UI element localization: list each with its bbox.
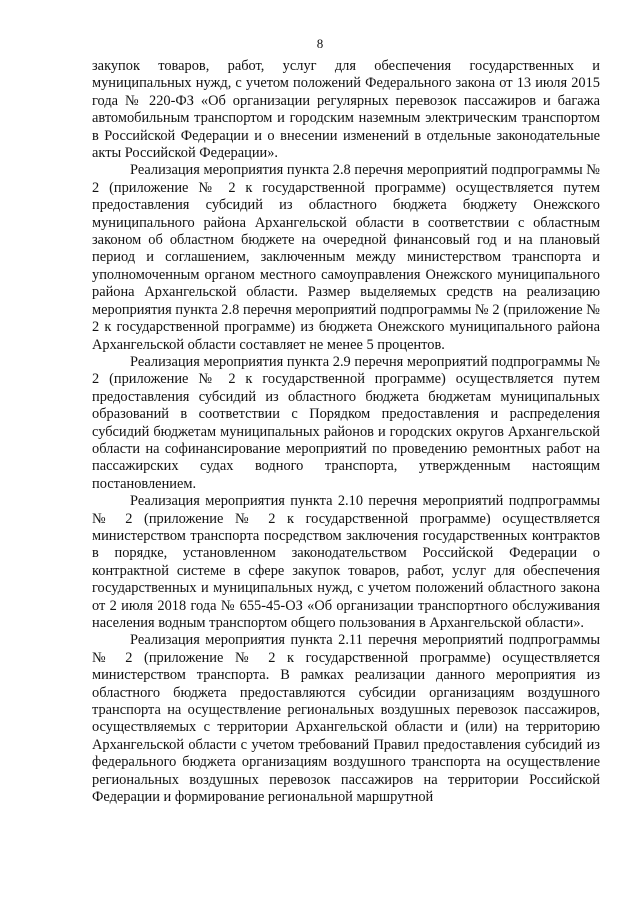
paragraph-item-2-8: Реализация мероприятия пункта 2.8 перечня мероприятий подпрограммы № 2 (приложение № 2 к государственной программе) осуществляется путем предоставления субсидий из областного бюджета бюджету Онежского муниципального района Архангельской области в соответствии с областным законом об областном бюджете на очередной финансовый год и на плановый период и соглашением, заключенным между министерством транспорта и уполномоченным органом местного самоуправления Онежского муниципального района Архангельской области. Размер выделяемых средств на реализацию мероприятия пункта 2.8 перечня мероприятий подпрограммы № 2 (приложение № 2 к государственной программе) из бюджета Онежского муниципального района Архангельской области составляет не менее 5 процентов. <box>92 162 600 353</box>
paragraph-item-2-9: Реализация мероприятия пункта 2.9 перечня мероприятий подпрограммы № 2 (приложение № 2 к государственной программе) осуществляется путем предоставления субсидий из областного бюджета бюджетам муниципальных образований в соответствии с Порядком предоставления и распределения субсидий бюджетам муниципальных районов и городских округов Архангельской области на софинансирование мероприятий по проведению ремонтных работ на пассажирских судах водного транспорта, утвержденным настоящим постановлением. <box>92 353 600 492</box>
body-text <box>92 58 600 806</box>
paragraph-continuation: закупок товаров, работ, услуг для обеспечения государственных и муниципальных нужд, с учетом положений Федерального закона от 13 июля 2015 года № 220-ФЗ «Об организации регулярных перевозок пассажиров и багажа автомобильным транспортом и городским наземным электрическим транспортом в Российской Федерации и о внесении изменений в отдельные законодательные акты Российской Федерации». <box>92 58 600 162</box>
paragraph-item-2-11: Реализация мероприятия пункта 2.11 перечня мероприятий подпрограммы № 2 (приложение № 2 к государственной программе) осуществляется министерством транспорта. В рамках реализации данного мероприятия из областного бюджета предоставляются субсидии организациям воздушного транспорта на осуществление региональных воздушных перевозок пассажиров, осуществляемых с территории Архангельской области и (или) на территорию Архангельской области с учетом требований Правил предоставления субсидий из федерального бюджета организациям воздушного транспорта на осуществление региональных воздушных перевозок пассажиров на территории Российской Федерации и формирование региональной маршрутной <box>92 632 600 806</box>
page-number: 8 <box>316 36 324 51</box>
paragraph-item-2-10: Реализация мероприятия пункта 2.10 перечня мероприятий подпрограммы № 2 (приложение № 2 к государственной программе) осуществляется министерством транспорта посредством заключения государственных контрактов в порядке, установленном законодательством Российской Федерации о контрактной системе в сфере закупок товаров, работ, услуг для обеспечения государственных и муниципальных нужд, с учетом положений областного закона от 2 июля 2018 года № 655-45-ОЗ «Об организации транспортного обслуживания населения водным транспортом общего пользования в Архангельской области». <box>92 493 600 631</box>
